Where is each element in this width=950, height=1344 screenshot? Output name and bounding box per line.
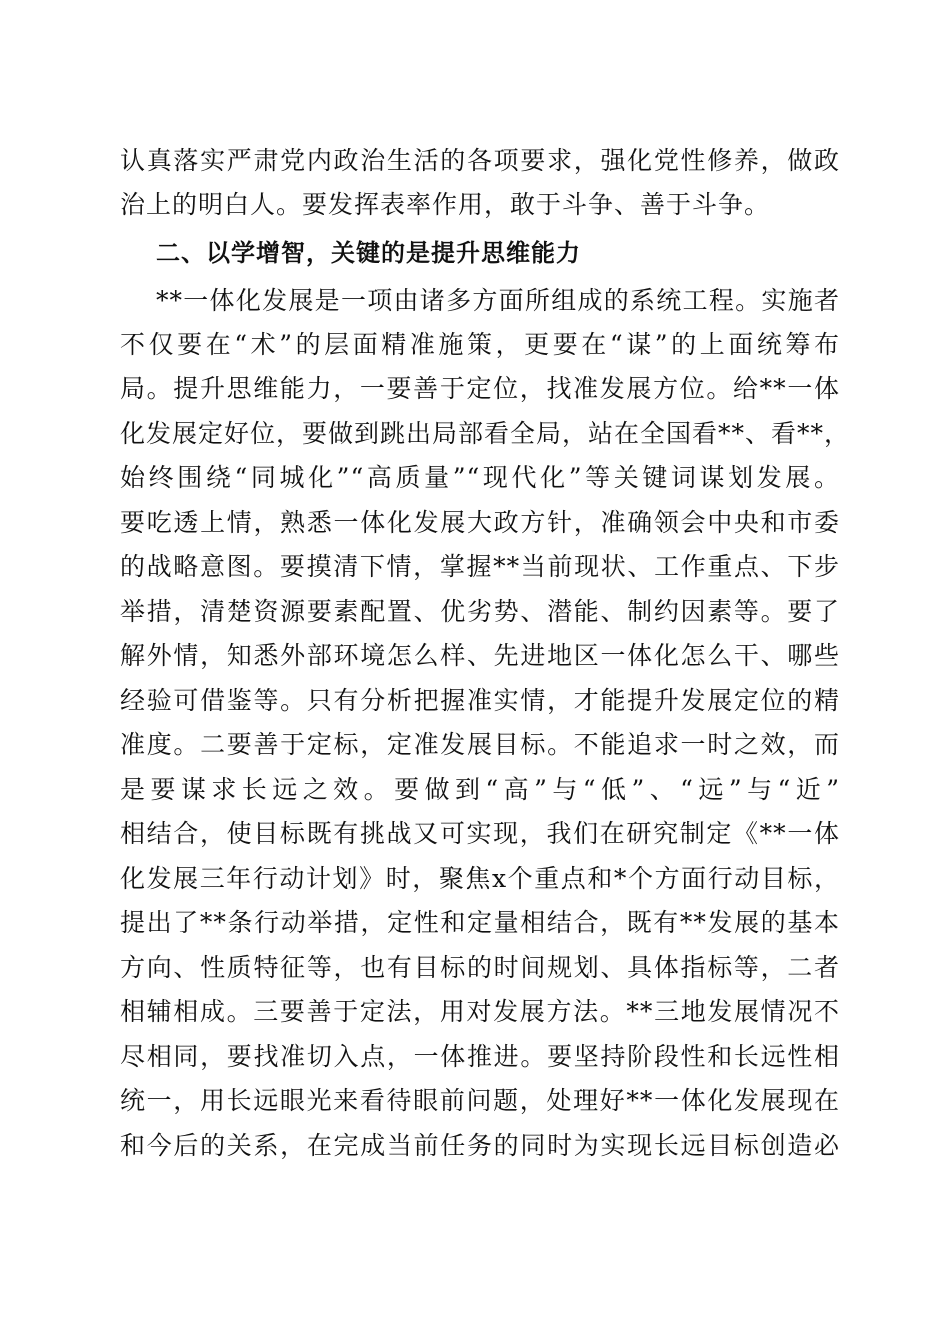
text-line: 认真落实严肃党内政治生活的各项要求，强化党性修养，做政 — [120, 146, 840, 175]
text-line: 化发展三年行动计划》时，聚焦x个重点和*个方面行动目标， — [120, 864, 840, 893]
text-line: 是要谋求长远之效。要做到“高”与“低”、“远”与“近” — [120, 775, 840, 804]
text-line: 相辅相成。三要善于定法，用对发展方法。**三地发展情况不 — [120, 997, 840, 1026]
text-line: 要吃透上情，熟悉一体化发展大政方针，准确领会中央和市委 — [120, 508, 840, 537]
text-line: 提出了**条行动举措，定性和定量相结合，既有**发展的基本 — [120, 908, 840, 937]
text-line: 始终围绕“同城化”“高质量”“现代化”等关键词谋划发展。 — [120, 463, 840, 492]
text-line: 尽相同，要找准切入点，一体推进。要坚持阶段性和长远性相 — [120, 1042, 840, 1071]
text-line: 不仅要在“术”的层面精准施策，更要在“谋”的上面统筹布 — [120, 330, 840, 359]
text-line: 化发展定好位，要做到跳出局部看全局，站在全国看**、看**， — [120, 419, 851, 448]
text-line: **一体化发展是一项由诸多方面所组成的系统工程。实施者 — [156, 286, 840, 315]
text-line: 经验可借鉴等。只有分析把握准实情，才能提升发展定位的精 — [120, 686, 840, 715]
text-line: 治上的明白人。要发挥表率作用，敢于斗争、善于斗争。 — [120, 190, 771, 219]
text-line: 准度。二要善于定标，定准发展目标。不能追求一时之效，而 — [120, 730, 840, 759]
text-line: 相结合，使目标既有挑战又可实现，我们在研究制定《**一体 — [120, 819, 840, 848]
text-line: 和今后的关系，在完成当前任务的同时为实现长远目标创造必 — [120, 1131, 840, 1160]
section-heading: 二、以学增智，关键的是提升思维能力 — [156, 239, 581, 267]
text-line: 的战略意图。要摸清下情，掌握**当前现状、工作重点、下步 — [120, 552, 840, 581]
text-line: 方向、性质特征等，也有目标的时间规划、具体指标等，二者 — [120, 953, 840, 982]
text-line: 局。提升思维能力，一要善于定位，找准发展方位。给**一体 — [120, 374, 840, 403]
text-line: 举措，清楚资源要素配置、优劣势、潜能、制约因素等。要了 — [120, 597, 840, 626]
text-line: 解外情，知悉外部环境怎么样、先进地区一体化怎么干、哪些 — [120, 641, 840, 670]
text-line: 统一，用长远眼光来看待眼前问题，处理好**一体化发展现在 — [120, 1086, 840, 1115]
